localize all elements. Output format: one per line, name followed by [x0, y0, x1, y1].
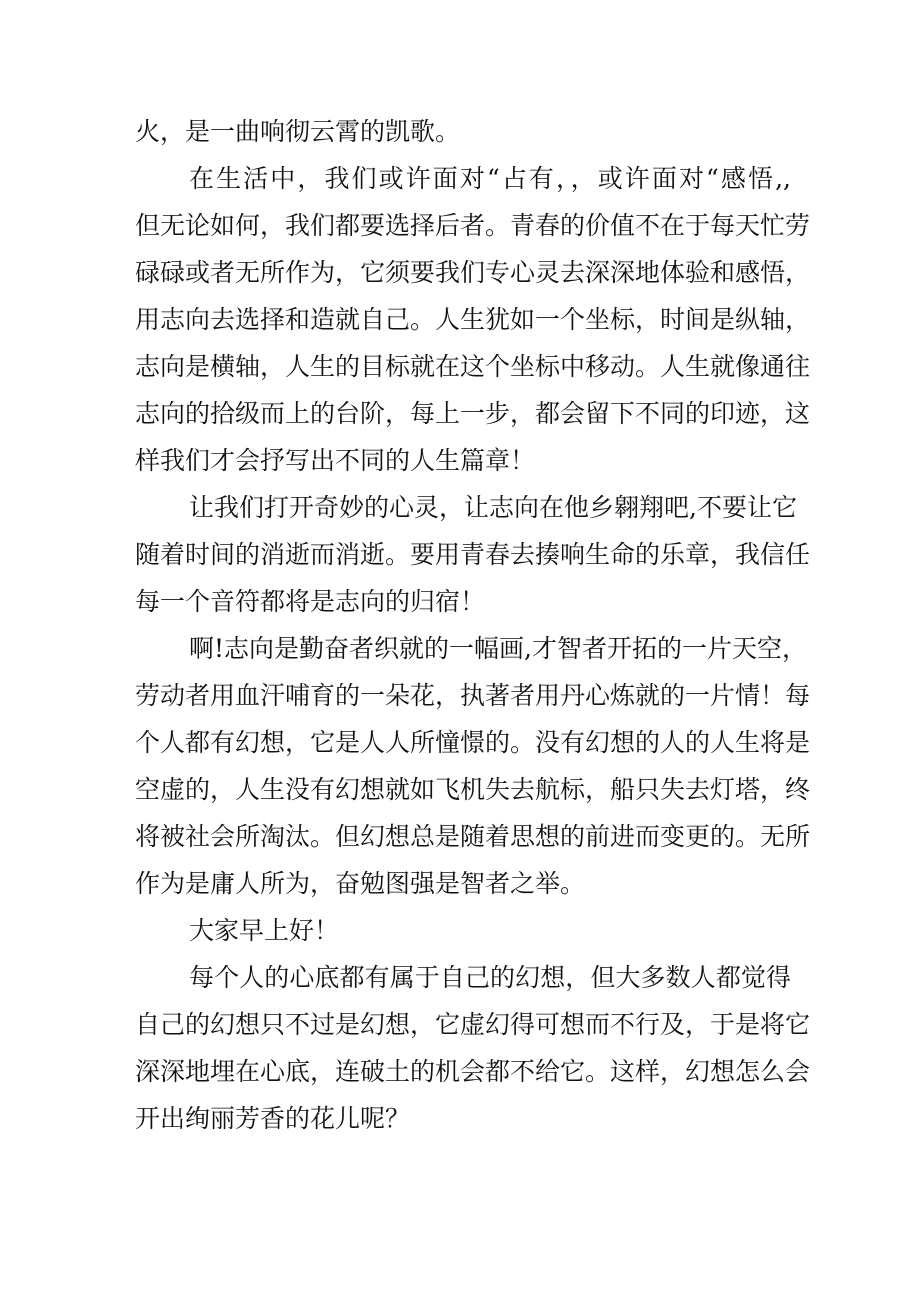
- text-line: 志向是横轴，人生的目标就在这个坐标中移动。人生就像通往: [135, 352, 811, 381]
- text-line: 将被社会所淘汰。但幻想总是随着思想的前进而变更的。无所: [135, 822, 811, 851]
- text-line: 碌碌或者无所作为，它须要我们专心灵去深深地体验和感悟，: [135, 258, 811, 287]
- text-line: 空虚的，人生没有幻想就如飞机失去航标，船只失去灯塔，终: [135, 775, 811, 804]
- text-line: 劳动者用血汗哺育的一朵花，执著者用丹心炼就的一片情！每: [135, 681, 811, 710]
- text-line: 随着时间的消逝而消逝。要用青春去揍响生命的乐章，我信任: [135, 540, 811, 569]
- text-line: 志向的拾级而上的台阶，每上一步，都会留下不同的印迹，这: [135, 399, 811, 428]
- text-line: 大家早上好！: [189, 916, 340, 945]
- body-text: [135, 108, 811, 1142]
- text-line: 在生活中，我们或许面对“占有，，或许面对“感悟,,: [189, 164, 791, 193]
- text-line: 个人都有幻想，它是人人所憧憬的。没有幻想的人的人生将是: [135, 728, 811, 757]
- text-line: 每个人的心底都有属于自己的幻想，但大多数人都觉得: [189, 963, 791, 992]
- text-line: 自己的幻想只不过是幻想，它虚幻得可想而不行及，于是将它: [135, 1010, 811, 1039]
- text-line: 让我们打开奇妙的心灵，让志向在他乡翱翔吧,不要让它: [189, 493, 797, 522]
- text-line: 开出绚丽芳香的花儿呢？: [135, 1104, 411, 1133]
- text-line: 深深地埋在心底，连破土的机会都不给它。这样，幻想怎么会: [135, 1057, 811, 1086]
- text-line: 样我们才会抒写出不同的人生篇章！: [135, 446, 536, 475]
- text-line: 每一个音符都将是志向的归宿！: [135, 587, 486, 616]
- text-line: 啊!志向是勤奋者织就的一幅画,才智者开拓的一片天空，: [189, 634, 807, 663]
- text-line: 用志向去选择和造就自己。人生犹如一个坐标，时间是纵轴，: [135, 305, 811, 334]
- text-line: 但无论如何，我们都要选择后者。青春的价值不在于每天忙劳: [135, 211, 811, 240]
- text-line: 作为是庸人所为，奋勉图强是智者之举。: [135, 869, 586, 898]
- text-line: 火，是一曲响彻云霄的凯歌。: [135, 117, 461, 146]
